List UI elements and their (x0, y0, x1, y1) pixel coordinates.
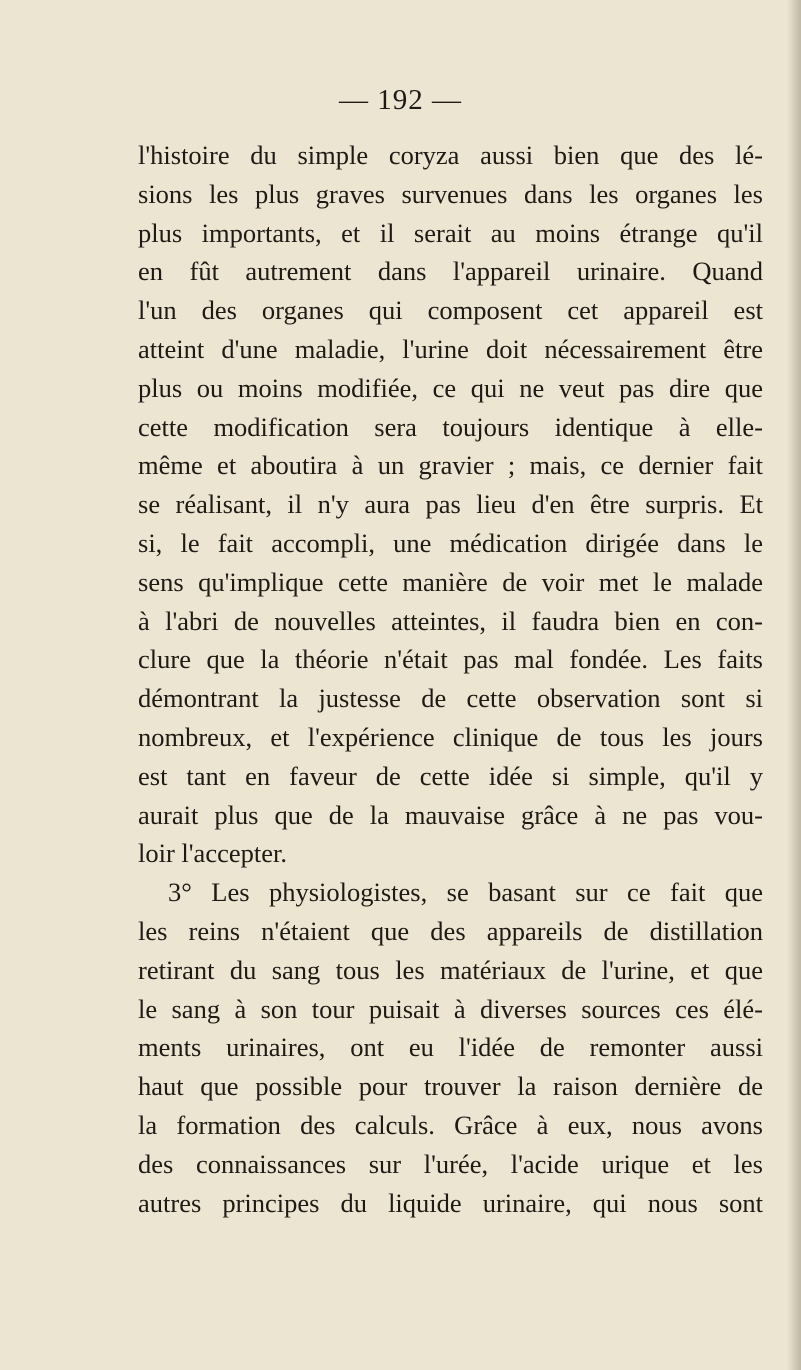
text-line: haut que possible pour trouver la raison dernière de (138, 1071, 763, 1102)
text-line: est tant en faveur de cette idée si simple, qu'il y (138, 760, 763, 791)
text-line: nombreux, et l'expérience clinique de tous les jours (138, 721, 763, 752)
text-line: si, le fait accompli, une médication dirigée dans le (138, 527, 763, 558)
text-line: loir l'accepter. (138, 838, 287, 869)
text-line: retirant du sang tous les matériaux de l'urine, et que (138, 954, 763, 985)
paragraph-1 (138, 136, 763, 873)
page-number: — 192 — (339, 84, 462, 116)
text-line: 3° Les physiologistes, se basant sur ce fait que (168, 877, 763, 908)
text-line: plus ou moins modifiée, ce qui ne veut pas dire que (138, 372, 763, 403)
text-line: les reins n'étaient que des appareils de distillation (138, 915, 763, 946)
text-line: le sang à son tour puisait à diverses sources ces élé- (138, 993, 763, 1024)
text-line: des connaissances sur l'urée, l'acide urique et les (138, 1148, 763, 1179)
page-edge-shadow (787, 0, 801, 1370)
text-line: atteint d'une maladie, l'urine doit nécessairement être (138, 333, 763, 364)
paragraph-2 (138, 873, 763, 1222)
text-line: ments urinaires, ont eu l'idée de remonter aussi (138, 1032, 763, 1063)
text-line: même et aboutira à un gravier ; mais, ce dernier fait (138, 450, 763, 481)
text-line: plus importants, et il serait au moins étrange qu'il (138, 217, 763, 248)
text-line: clure que la théorie n'était pas mal fondée. Les faits (138, 644, 763, 675)
body-text (138, 136, 763, 1222)
text-line: se réalisant, il n'y aura pas lieu d'en être surpris. Et (138, 489, 763, 520)
text-line: à l'abri de nouvelles atteintes, il faudra bien en con- (138, 605, 763, 636)
text-line: cette modification sera toujours identique à elle- (138, 411, 763, 442)
text-line: en fût autrement dans l'appareil urinaire. Quand (138, 256, 763, 287)
text-line: l'histoire du simple coryza aussi bien que des lé- (138, 140, 763, 170)
text-line: la formation des calculs. Grâce à eux, nous avons (138, 1109, 763, 1140)
text-line: aurait plus que de la mauvaise grâce à ne pas vou- (138, 799, 763, 830)
text-line: l'un des organes qui composent cet appareil est (138, 295, 763, 326)
text-line: autres principes du liquide urinaire, qui nous sont (138, 1187, 763, 1218)
text-line: démontrant la justesse de cette observation sont si (138, 683, 763, 714)
text-line: sions les plus graves survenues dans les organes les (138, 178, 763, 209)
text-line: sens qu'implique cette manière de voir met le malade (138, 566, 763, 597)
